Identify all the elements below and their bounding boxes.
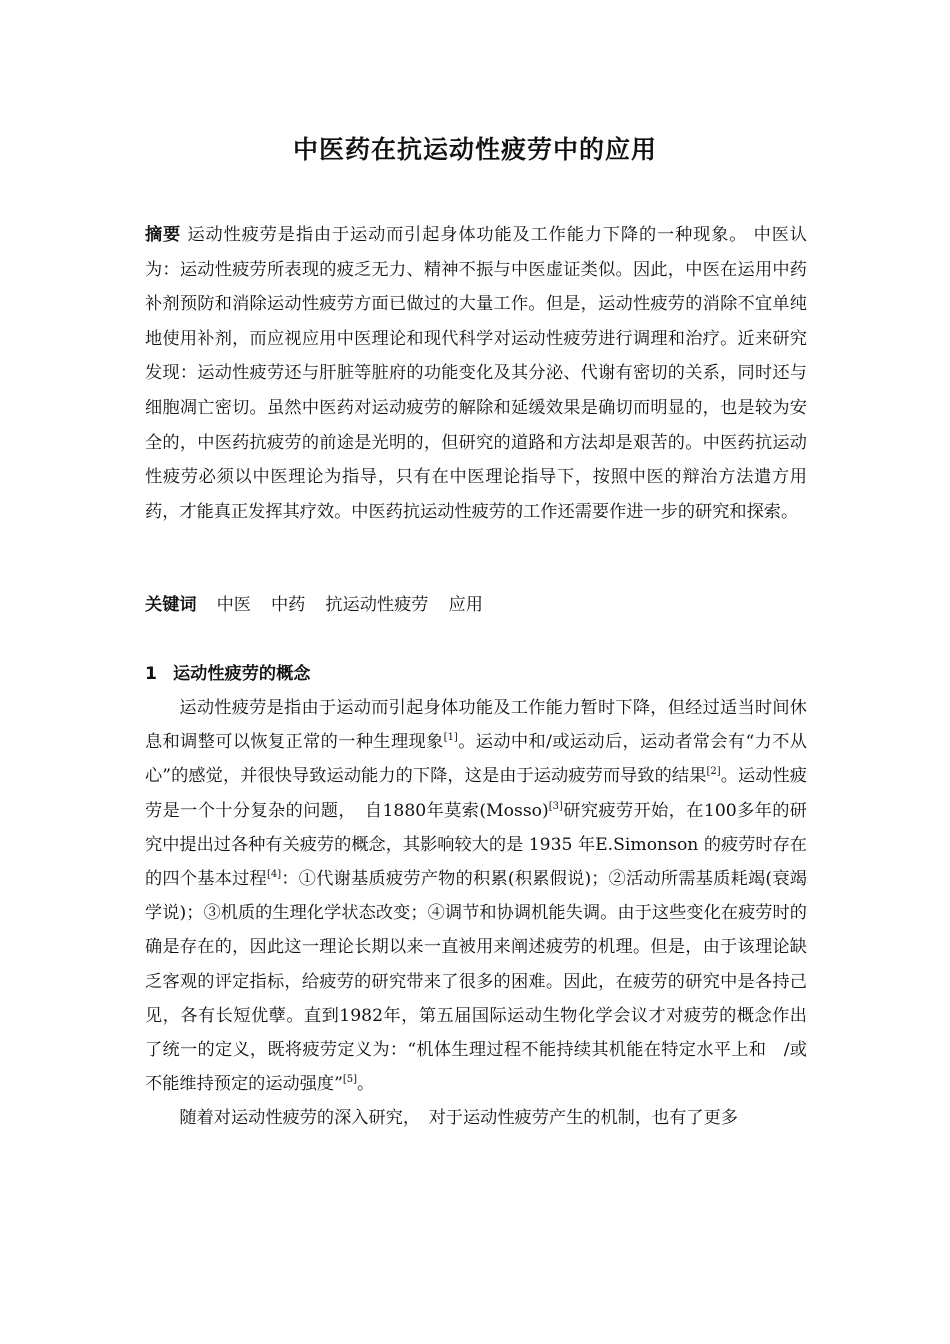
paragraph-text: 。运动中和/或运动后，运动者常会有“力不从心”的感觉，并很快导致运动能力的下降，这是由于运动疲劳而导致的结果 bbox=[145, 732, 807, 787]
section-body bbox=[145, 691, 807, 1136]
keyword: 抗运动性疲劳 bbox=[325, 595, 429, 615]
keyword: 应用 bbox=[448, 595, 483, 615]
abstract-text: 运动性疲劳是指由于运动而引起身体功能及工作能力下降的一种现象。 中医认为：运动性疲劳所表现的疲乏无力、精神不振与中医虚证类似。因此，中医在运用中药补剂预防和消除运动性疲劳方面已做过的大量工作。但是，运动性疲劳的消除不宜单纯地使用补剂，而应视应用中医理论和现代科学对运动性疲劳进行调理和治疗。近来研究发现：运动性疲劳还与肝脏等脏府的功能变化及其分泌、代谢有密切的关系，同时还与细胞凋亡密切。虽然中医药对运动疲劳的解除和延缓效果是确切而明显的，也是较为安全的，中医药抗疲劳的前途是光明的，但研究的道路和方法却是艰苦的。中医药抗运动性疲劳必须以中医理论为指导，只有在中医理论指导下，按照中医的辩治方法遣方用药，才能真正发挥其疗效。中医药抗运动性疲劳的工作还需要作进一步的研究和探索。 bbox=[145, 225, 807, 522]
abstract-label: 摘要 bbox=[145, 225, 182, 245]
keyword: 中医 bbox=[216, 595, 251, 615]
paragraph-text: 。 bbox=[357, 1074, 375, 1095]
paragraph bbox=[145, 691, 807, 1101]
citation: [5] bbox=[342, 1074, 358, 1086]
paragraph-text: 。运动性疲劳是一个十分复杂的问题， 自1880年莫索(Mosso) bbox=[145, 766, 807, 821]
section-title: 运动性疲劳的概念 bbox=[172, 664, 311, 684]
paragraph: 随着对运动性疲劳的深入研究， 对于运动性疲劳产生的机制，也有了更多 bbox=[179, 1108, 738, 1129]
citation: [1] bbox=[443, 732, 458, 744]
paragraph-text: 研究疲劳开始，在100多年的研究中提出过各种有关疲劳的概念，其影响较大的是 1935 年E.Simonson 的疲劳时存在的四个基本过程 bbox=[145, 800, 807, 890]
citation: [4] bbox=[266, 869, 282, 881]
paper-title: 中医药在抗运动性疲劳中的应用 bbox=[292, 135, 657, 164]
section-number: 1 bbox=[145, 664, 157, 684]
section-heading bbox=[145, 657, 310, 691]
paragraph-text: ：①代谢基质疲劳产物的积累(积累假说)；②活动所需基质耗竭(衰竭学说)；③机质的生理化学状态改变；④调节和协调机能失调。由于这些变化在疲劳时的确是存在的，因此这一理论长期以来一直被用来阐述疲劳的机理。但是，由于该理论缺乏客观的评定指标，给疲劳的研究带来了很多的困难。因此，在疲劳的研究中是各持己见，各有长短优孽。直到1982年，第五届国际运动生物化学会议才对疲劳的概念作出了统一的定义，既将疲劳定义为：“机体生理过程不能持续其机能在特定水平上和 /或不能维持预定的运动强度” bbox=[145, 869, 807, 1095]
keywords-label: 关键词 bbox=[145, 595, 197, 615]
paragraph-text: 运动性疲劳是指由于运动而引起身体功能及工作能力暂时下降，但经过适当时间休息和调整可以恢复正常的一种生理现象 bbox=[145, 698, 807, 753]
citation: [2] bbox=[706, 766, 721, 778]
keyword: 中药 bbox=[270, 595, 306, 615]
citation: [3] bbox=[548, 800, 563, 812]
keywords bbox=[145, 588, 807, 622]
abstract bbox=[145, 218, 807, 529]
